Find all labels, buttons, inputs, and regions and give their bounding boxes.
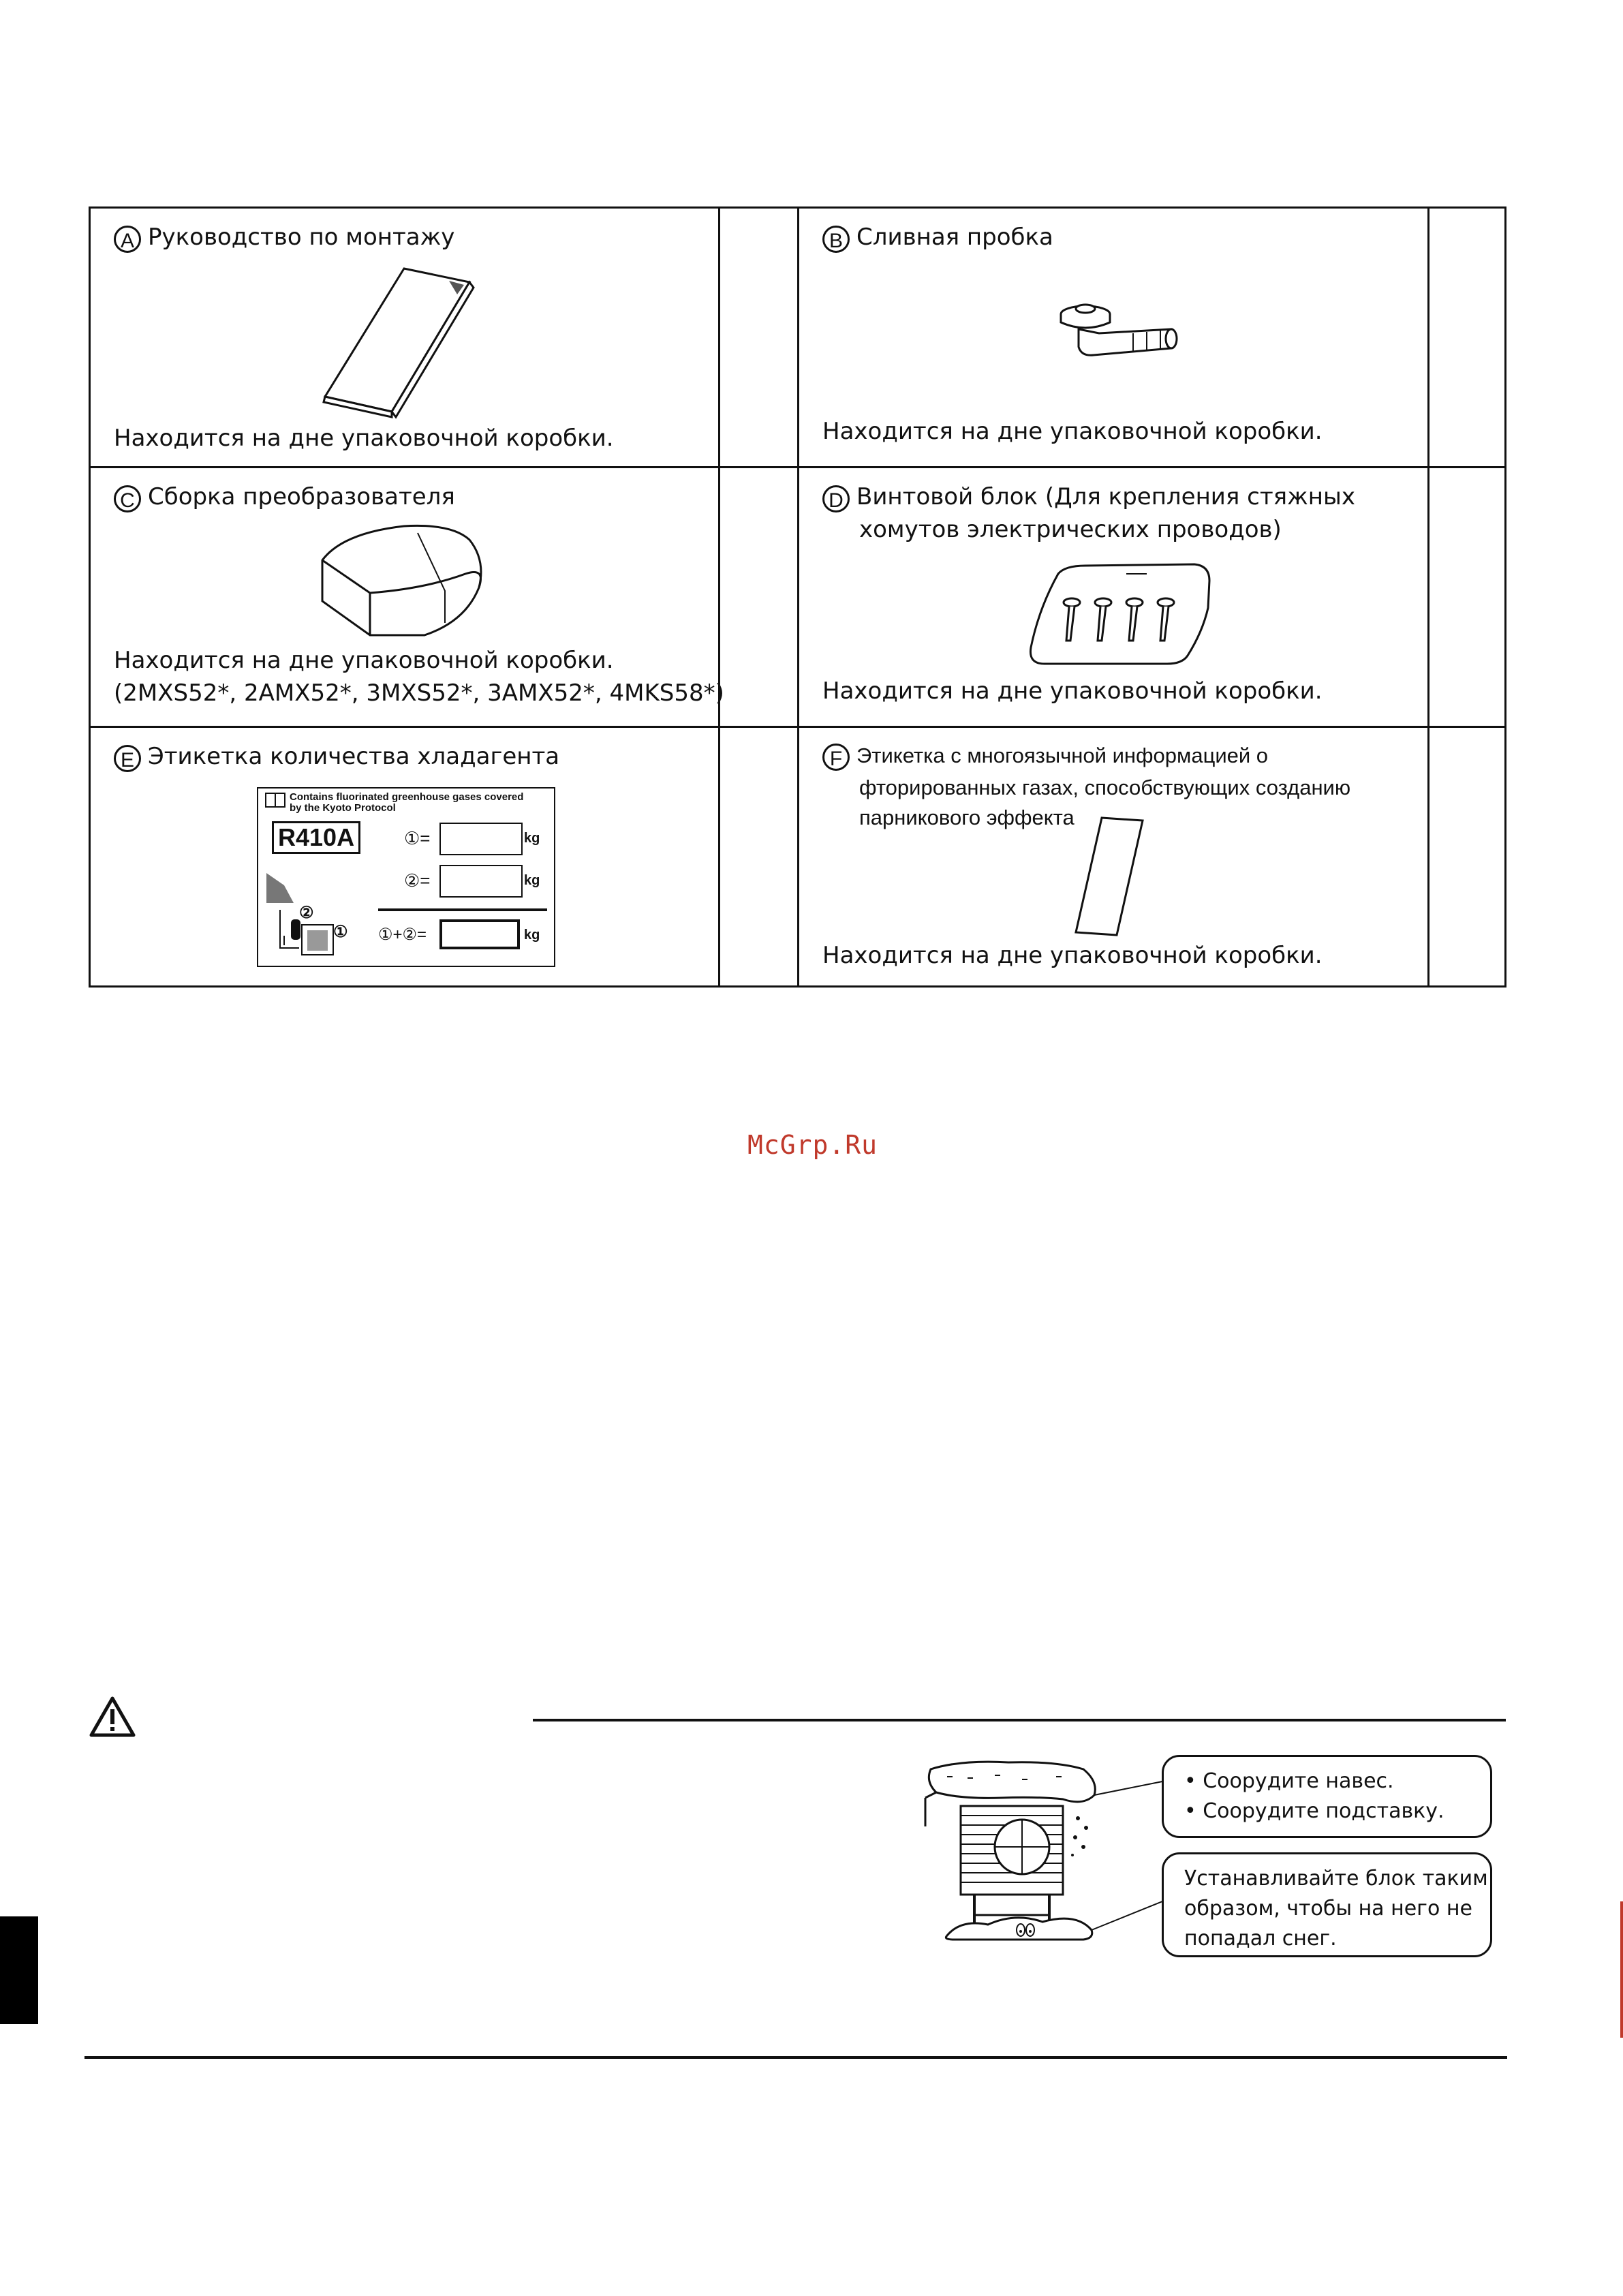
item-a-note: Находится на дне упаковочной коробки.	[114, 425, 614, 452]
item-c-title: C Сборка преобразователя	[114, 480, 455, 513]
cell-qty-f	[1429, 727, 1506, 987]
item-c-models: (2MXS52*, 2AMX52*, 3MXS52*, 3AMX52*, 4MKS58*)	[114, 679, 724, 707]
drain-plug-illustration	[1051, 294, 1188, 369]
side-tab-left	[0, 1916, 38, 2024]
row3-field[interactable]	[439, 919, 520, 949]
accessories-table	[89, 206, 1506, 988]
cell-qty-d	[1429, 468, 1506, 727]
row3-unit: kg	[524, 928, 540, 943]
cell-item-e	[90, 727, 720, 987]
bubble-recommendations	[1162, 1755, 1492, 1838]
bubble2-line2: образом, чтобы на него не	[1184, 1897, 1472, 1920]
bottom-rule	[84, 2056, 1507, 2059]
item-c-note: Находится на дне упаковочной коробки.	[114, 647, 614, 674]
bubble2-line3: попадал снег.	[1184, 1927, 1337, 1950]
cell-item-a	[90, 208, 720, 468]
item-f-title-line3: парникового эффекта	[859, 806, 1075, 829]
refrigerant-type: R410A	[272, 821, 360, 854]
bubble-instructions	[1162, 1852, 1492, 1957]
row2-field[interactable]	[439, 865, 523, 898]
cell-item-d	[799, 468, 1429, 727]
row1-unit: kg	[524, 831, 540, 846]
label-header-2: by the Kyoto Protocol	[290, 802, 396, 814]
cell-item-c	[90, 468, 724, 727]
side-tab-right-edge	[1620, 1901, 1623, 2038]
row2-label: ②=	[404, 870, 431, 891]
screw-block-illustration	[1024, 560, 1222, 669]
label-header-1: Contains fluorinated greenhouse gases covered	[290, 791, 524, 803]
converter-assembly-illustration	[315, 506, 493, 649]
cell-item-f	[799, 727, 1429, 987]
row1-label: ①=	[404, 828, 431, 848]
row2-unit: kg	[524, 873, 540, 888]
book-icon	[265, 793, 285, 808]
label-num-1: ①	[333, 923, 348, 941]
row1-field[interactable]	[439, 823, 523, 855]
cylinder-diagram	[264, 870, 373, 959]
section-rule	[533, 1719, 1506, 1721]
item-f-title-line2: фторированных газах, способствующих созданию	[859, 776, 1351, 799]
cell-item-b	[799, 208, 1429, 468]
item-e-title: E Этикетка количества хладагента	[114, 740, 559, 773]
label-divider	[378, 908, 547, 911]
item-f-note: Находится на дне упаковочной коробки.	[822, 942, 1323, 969]
item-d-title: D Винтовой блок (Для крепления стяжных	[822, 480, 1355, 513]
warning-icon	[89, 1696, 136, 1738]
item-b-note: Находится на дне упаковочной коробки.	[822, 418, 1323, 445]
item-a-title: A Руководство по монтажу	[114, 221, 454, 254]
refrigerant-label-illustration	[257, 787, 555, 967]
item-f-title: F Этикетка с многоязычной информацией о	[822, 740, 1268, 771]
cell-qty-e	[720, 727, 799, 987]
cell-qty-a	[720, 208, 799, 468]
bubble1-line1: • Соорудите навес.	[1184, 1769, 1394, 1793]
watermark: McGrp.Ru	[747, 1130, 878, 1160]
item-d-title-line2: хомутов электрических проводов)	[859, 516, 1282, 543]
bubble1-line2: • Соорудите подставку.	[1184, 1799, 1444, 1823]
snow-outdoor-unit-illustration	[920, 1758, 1172, 1949]
bubble2-line1: Устанавливайте блок таким	[1184, 1867, 1488, 1891]
manual-book-illustration	[315, 263, 479, 420]
multilingual-label-illustration	[1072, 815, 1147, 938]
row3-label: ①+②=	[378, 925, 427, 944]
item-b-title: B Сливная пробка	[822, 221, 1053, 254]
cell-qty-b	[1429, 208, 1506, 468]
item-d-note: Находится на дне упаковочной коробки.	[822, 677, 1323, 705]
label-num-2: ②	[299, 904, 314, 922]
cell-qty-c	[720, 468, 799, 727]
